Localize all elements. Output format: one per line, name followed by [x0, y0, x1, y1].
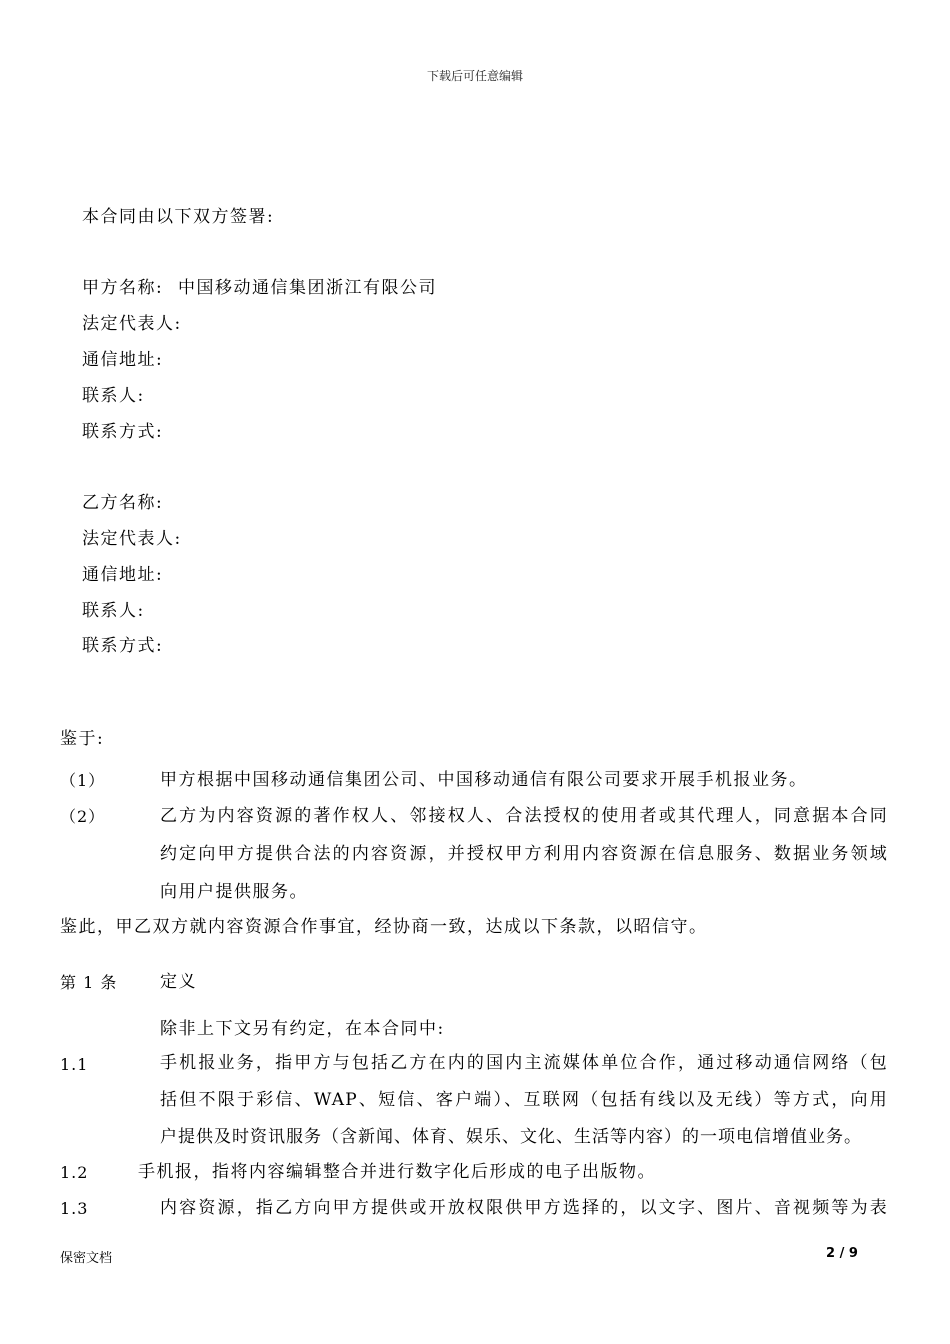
- article-1-number: 第 1 条: [60, 973, 118, 992]
- party-b-contact-method-label: 联系方式:: [82, 636, 164, 656]
- party-b-rep-label: 法定代表人:: [82, 529, 182, 549]
- article-1-title: 定义: [160, 972, 197, 992]
- footer-confidential-label: 保密文档: [60, 1251, 113, 1266]
- footer-page-number: 2 / 9: [826, 1246, 858, 1261]
- clause-1-1-line-3: 户提供及时资讯服务（含新闻、体育、娱乐、文化、生活等内容）的一项电信增值业务。: [160, 1127, 862, 1147]
- whereas-conclusion: 鉴此，甲乙双方就内容资源合作事宜，经协商一致，达成以下条款，以昭信守。: [60, 917, 708, 937]
- whereas-item-2-line-2: 约定向甲方提供合法的内容资源，并授权甲方利用内容资源在信息服务、数据业务领域: [160, 844, 888, 864]
- whereas-item-2-number: （2）: [60, 807, 106, 826]
- whereas-item-1-line-1: 甲方根据中国移动通信集团公司、中国移动通信有限公司要求开展手机报业务。: [160, 770, 808, 790]
- whereas-label: 鉴于:: [60, 729, 105, 749]
- party-a-address-label: 通信地址:: [82, 350, 164, 370]
- party-b-address-label: 通信地址:: [82, 565, 164, 585]
- whereas-item-1-number: （1）: [60, 771, 106, 790]
- clause-1-2-number: 1.2: [60, 1163, 89, 1182]
- whereas-item-2-line-1: 乙方为内容资源的著作权人、邻接权人、合法授权的使用者或其代理人，同意据本合同: [160, 806, 888, 826]
- party-a-rep-label: 法定代表人:: [82, 314, 182, 334]
- clause-1-3-line-1: 内容资源，指乙方向甲方提供或开放权限供甲方选择的，以文字、图片、音视频等为表: [160, 1198, 888, 1218]
- party-b-contact-label: 联系人:: [82, 601, 145, 621]
- clause-1-1-line-2: 括但不限于彩信、WAP、短信、客户端）、互联网（包括有线以及无线）等方式，向用: [160, 1090, 888, 1110]
- clause-1-3-number: 1.3: [60, 1199, 89, 1218]
- party-a-contact-method-label: 联系方式:: [82, 422, 164, 442]
- party-b-name-label: 乙方名称:: [82, 493, 164, 513]
- whereas-item-2-line-3: 向用户提供服务。: [160, 882, 308, 902]
- party-a-contact-label: 联系人:: [82, 386, 145, 406]
- party-a-name-value: 中国移动通信集团浙江有限公司: [178, 278, 437, 298]
- clause-1-2-line-1: 手机报，指将内容编辑整合并进行数字化后形成的电子出版物。: [138, 1162, 656, 1182]
- clause-1-1-line-1: 手机报业务，指甲方与包括乙方在内的国内主流媒体单位合作，通过移动通信网络（包: [160, 1053, 888, 1073]
- party-a-name-label: 甲方名称:: [82, 278, 164, 298]
- page-header: 下载后可任意编辑: [426, 69, 523, 83]
- contract-intro: 本合同由以下双方签署:: [82, 207, 275, 227]
- clause-1-1-number: 1.1: [60, 1055, 89, 1074]
- article-1-preamble: 除非上下文另有约定，在本合同中:: [160, 1019, 445, 1039]
